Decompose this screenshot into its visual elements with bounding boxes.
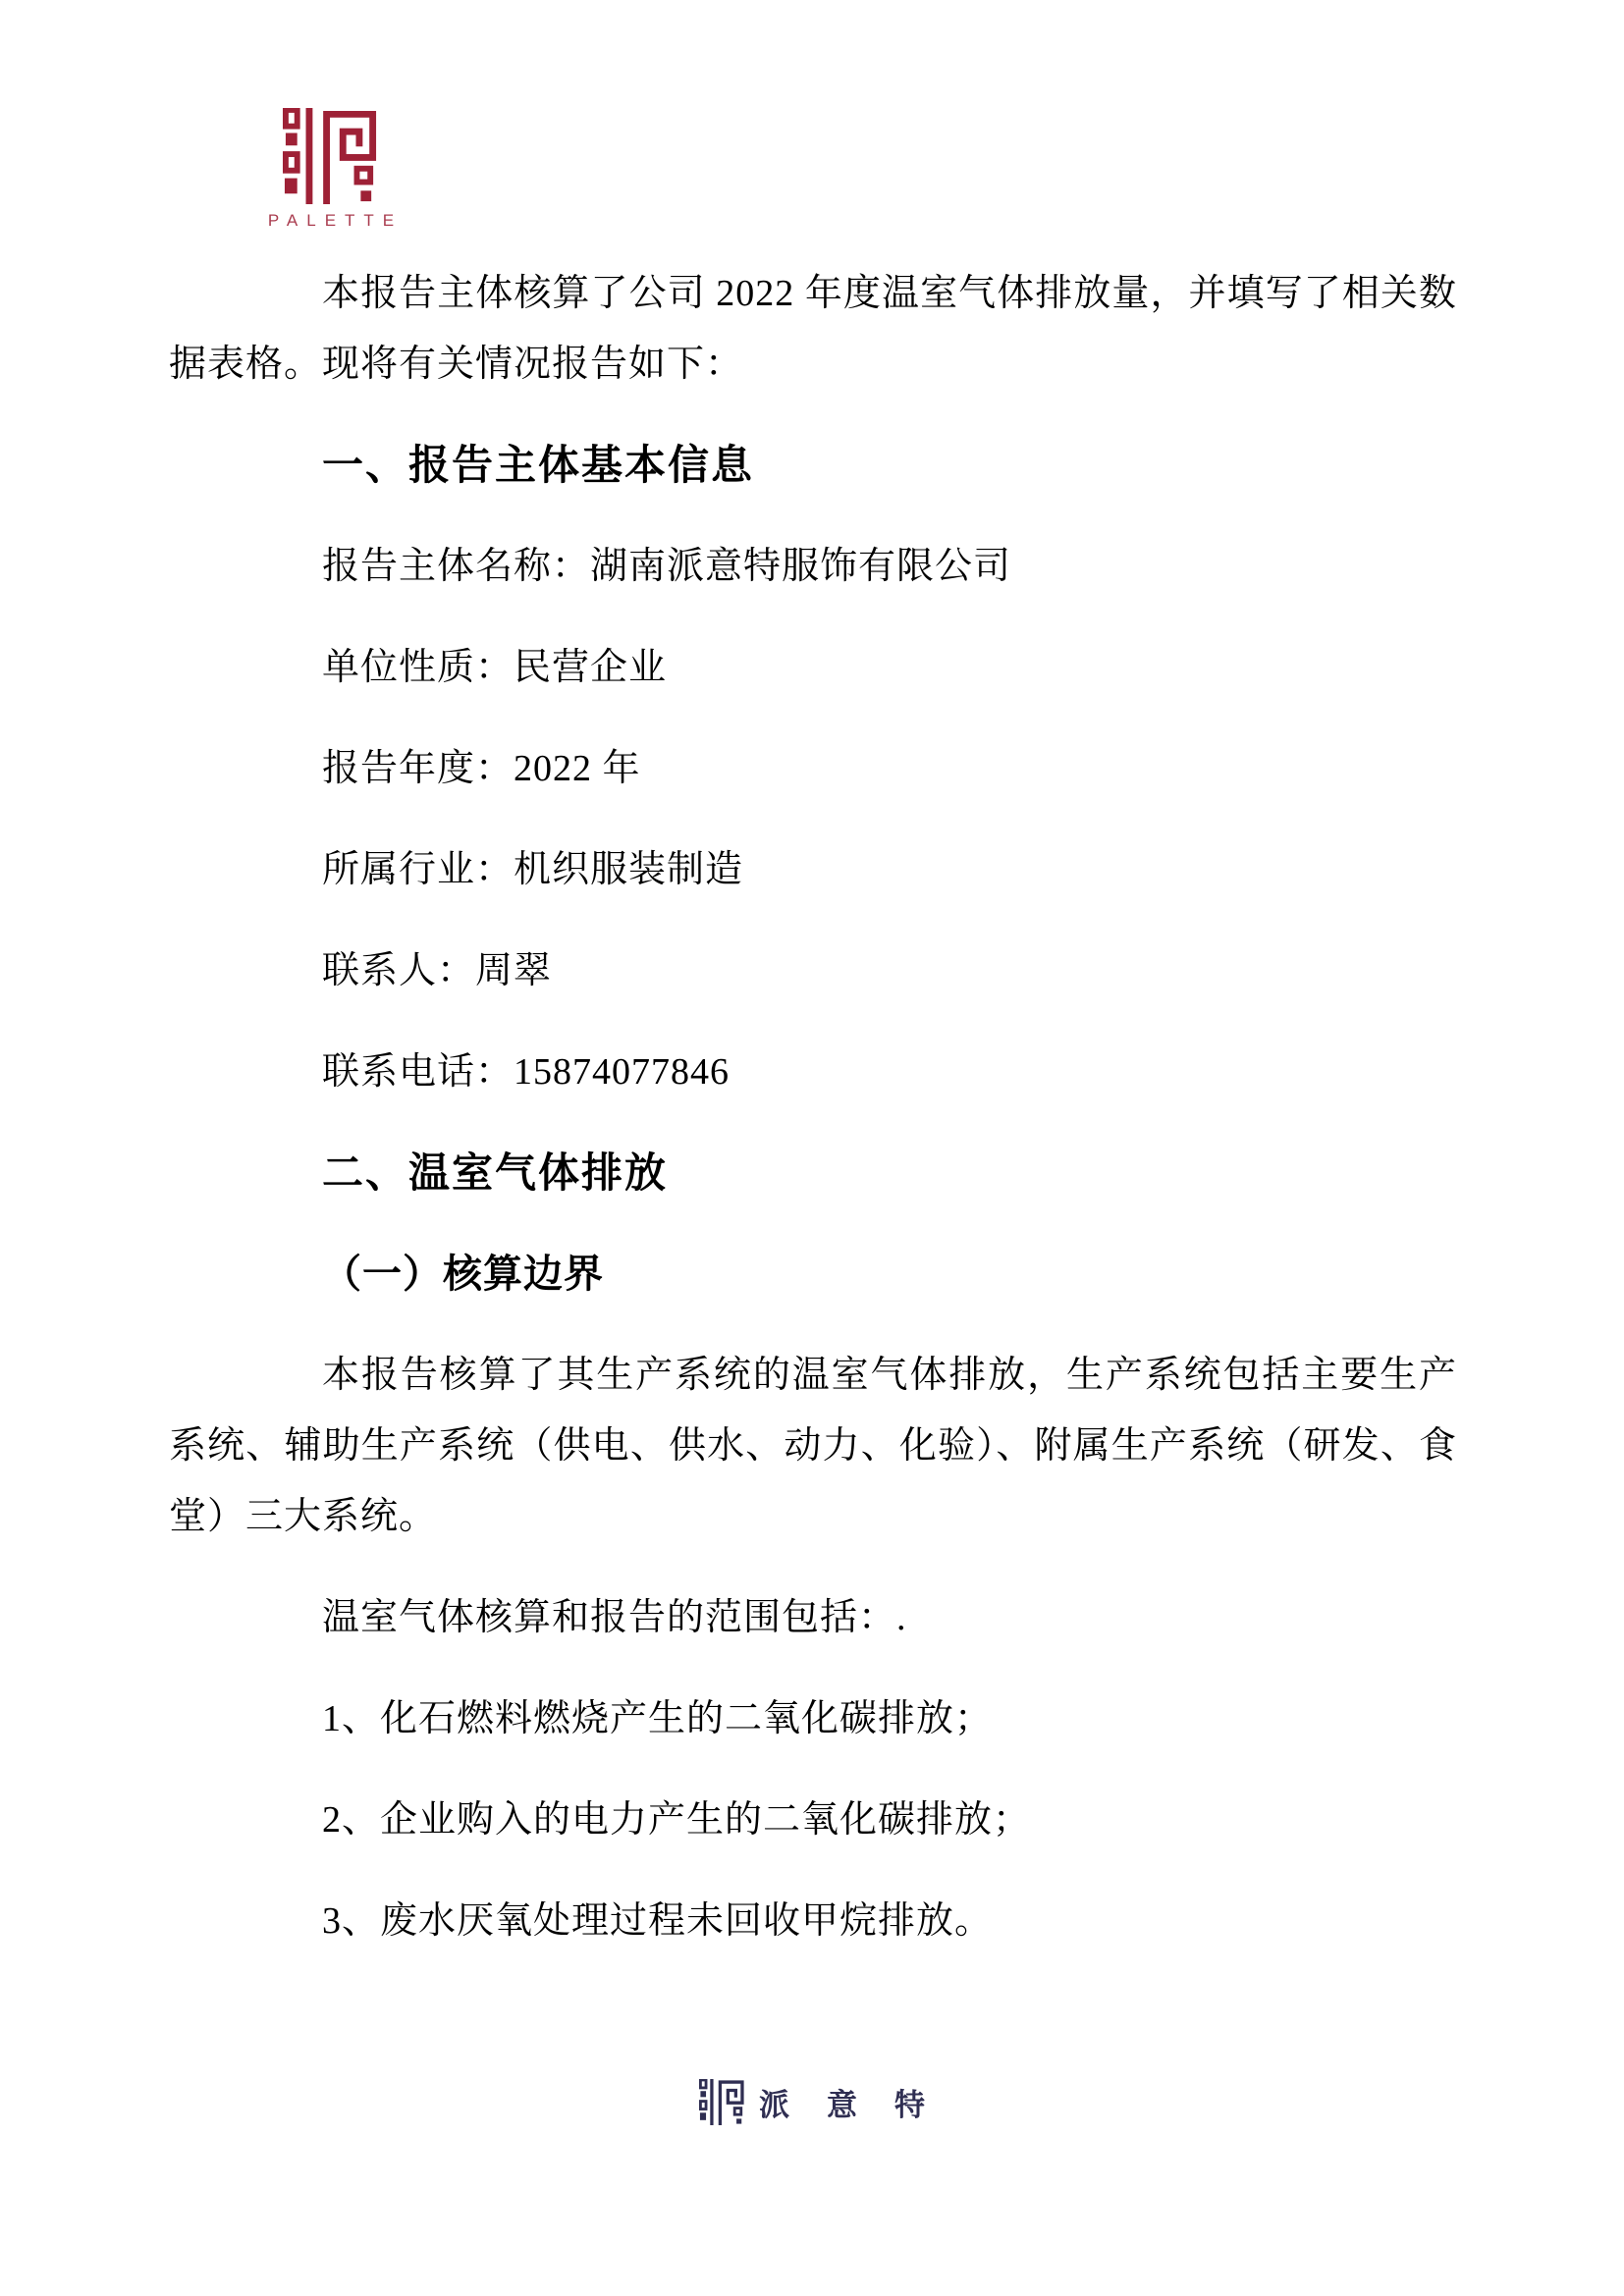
- brand-wordmark: PALETTE: [267, 211, 404, 230]
- scope-item-1: 1、化石燃料燃烧产生的二氧化碳排放；: [322, 1698, 994, 1739]
- section-title-emissions: 二、温室气体排放: [322, 1149, 669, 1196]
- footer-logo: [0, 2079, 1624, 2125]
- boundary-paragraph: 本报告核算了其生产系统的温室气体排放，生产系统包括主要生产系统、辅助生产系统（供电、供水、动力、化验）、附属生产系统（研发、食堂）三大系统。: [169, 1355, 1457, 1537]
- document-body: [169, 258, 1457, 1987]
- palette-logo-icon: [280, 108, 382, 204]
- info-line-contact-phone: 联系电话：15874077846: [322, 1051, 731, 1093]
- scope-item-2: 2、企业购入的电力产生的二氧化碳排放；: [322, 1799, 1032, 1841]
- footer-wordmark: 派意特: [759, 2088, 962, 2122]
- info-line-report-year: 报告年度：2022 年: [322, 748, 641, 789]
- scope-intro-line: 温室气体核算和报告的范围包括：.: [322, 1597, 907, 1638]
- info-line-unit-nature: 单位性质：民营企业: [322, 647, 668, 688]
- paiyite-footer-logo-icon: [699, 2079, 745, 2125]
- scope-item-3: 3、废水厌氧处理过程未回收甲烷排放。: [322, 1900, 994, 1942]
- intro-paragraph: 本报告主体核算了公司 2022 年度温室气体排放量，并填写了相关数据表格。现将有关情况报告如下：: [169, 273, 1457, 385]
- header-logo: [265, 108, 404, 231]
- info-line-report-entity: 报告主体名称：湖南派意特服饰有限公司: [322, 546, 1012, 587]
- info-line-industry: 所属行业：机织服装制造: [322, 849, 744, 890]
- section-title-basic-info: 一、报告主体基本信息: [322, 442, 755, 488]
- subsection-title-boundary: （一）核算边界: [322, 1253, 604, 1296]
- info-line-contact-person: 联系人：周翠: [322, 950, 553, 991]
